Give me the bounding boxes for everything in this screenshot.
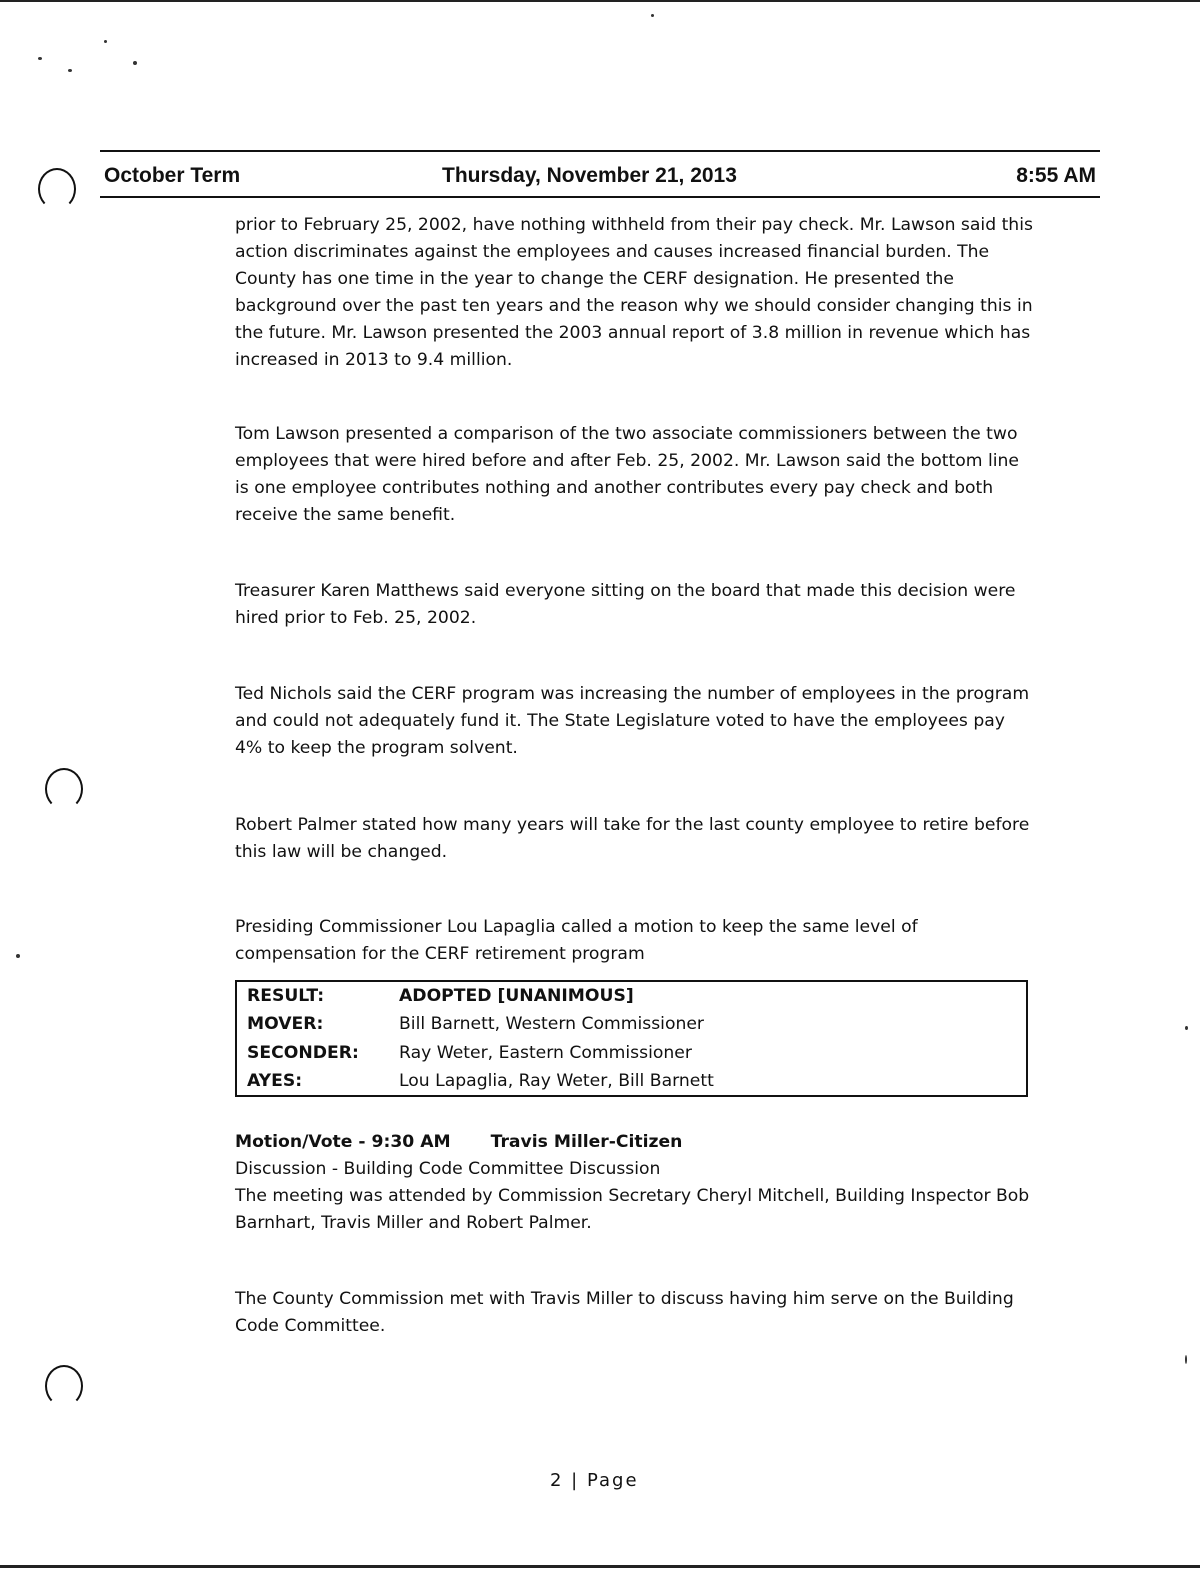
scan-speck bbox=[68, 69, 72, 72]
motion-heading-line bbox=[235, 1129, 1035, 1156]
punch-hole-bottom bbox=[45, 1365, 83, 1407]
header-term: October Term bbox=[104, 164, 241, 187]
vote-row-seconder bbox=[236, 1038, 1027, 1066]
paragraph-nichols-comment: Ted Nichols said the CERF program was increasing the number of employees in the program and could not adequately fund it. The State Legislature voted to have the employees pay 4% to keep the program solvent. bbox=[235, 684, 1030, 758]
header-time: 8:55 AM bbox=[1016, 164, 1096, 187]
vote-result-table bbox=[235, 980, 1028, 1097]
vote-label: SECONDER: bbox=[247, 1042, 359, 1063]
punch-hole-top bbox=[38, 168, 76, 210]
scan-speck bbox=[133, 61, 137, 65]
page-number: 2 | Page bbox=[550, 1470, 639, 1491]
scan-speck bbox=[1185, 1355, 1187, 1364]
motion-attendance: The meeting was attended by Commission Secretary Cheryl Mitchell, Building Inspector Bob Barnhart, Travis Miller and Robert Palmer. bbox=[235, 1186, 1030, 1233]
motion-section bbox=[235, 1129, 1035, 1340]
vote-row-mover bbox=[236, 1010, 1027, 1038]
scan-speck bbox=[16, 954, 20, 958]
motion-discussion: Discussion - Building Code Committee Discussion bbox=[235, 1159, 661, 1179]
paragraph-lawson-comparison: Tom Lawson presented a comparison of the two associate commissioners between the two employees that were hired before and after Feb. 25, 2002. Mr. Lawson said the bottom line is one employee contributes nothing and another contributes every pay check and both receive the same benefit. bbox=[235, 424, 1019, 525]
vote-label: RESULT: bbox=[247, 986, 325, 1007]
paragraph-treasurer-comment: Treasurer Karen Matthews said everyone sitting on the board that made this decision were hired prior to Feb. 25, 2002. bbox=[235, 581, 1016, 628]
scan-bottom-edge bbox=[0, 1565, 1200, 1568]
paragraph-cerf-withholding: prior to February 25, 2002, have nothing withheld from their pay check. Mr. Lawson said this action discriminates against the employees and causes increased financial burden. The County has one time in the year to change the CERF designation. He presented the background over the past ten years and the reason why we should consider changing this in the future. Mr. Lawson presented the 2003 annual report of 3.8 million in revenue which has increased in 2013 to 9.4 million. bbox=[235, 215, 1033, 370]
header-date: Thursday, November 21, 2013 bbox=[442, 164, 737, 187]
vote-label: MOVER: bbox=[247, 1014, 324, 1035]
scan-speck bbox=[104, 40, 107, 43]
vote-value: Bill Barnett, Western Commissioner bbox=[399, 1014, 705, 1035]
vote-row-ayes bbox=[236, 1067, 1027, 1096]
vote-value: Lou Lapaglia, Ray Weter, Bill Barnett bbox=[399, 1070, 714, 1091]
vote-value: ADOPTED [UNANIMOUS] bbox=[399, 986, 634, 1007]
paragraph-motion-call: Presiding Commissioner Lou Lapaglia called a motion to keep the same level of compensation for the CERF retirement program bbox=[235, 917, 918, 964]
paragraph-palmer-comment: Robert Palmer stated how many years will take for the last county employee to retire before this law will be changed. bbox=[235, 815, 1030, 862]
vote-label: AYES: bbox=[247, 1070, 303, 1091]
scan-speck bbox=[651, 14, 654, 17]
punch-hole-middle bbox=[45, 768, 83, 810]
motion-title: Motion/Vote - 9:30 AM bbox=[235, 1132, 451, 1152]
vote-value: Ray Weter, Eastern Commissioner bbox=[399, 1042, 692, 1063]
scan-top-edge bbox=[0, 0, 1200, 2]
scan-speck bbox=[1185, 1026, 1188, 1030]
motion-summary: The County Commission met with Travis Miller to discuss having him serve on the Building Code Committee. bbox=[235, 1289, 1014, 1336]
minutes-header bbox=[100, 150, 1100, 198]
scan-speck bbox=[38, 57, 42, 60]
motion-subject: Travis Miller-Citizen bbox=[490, 1132, 683, 1152]
vote-row-result bbox=[236, 981, 1027, 1010]
